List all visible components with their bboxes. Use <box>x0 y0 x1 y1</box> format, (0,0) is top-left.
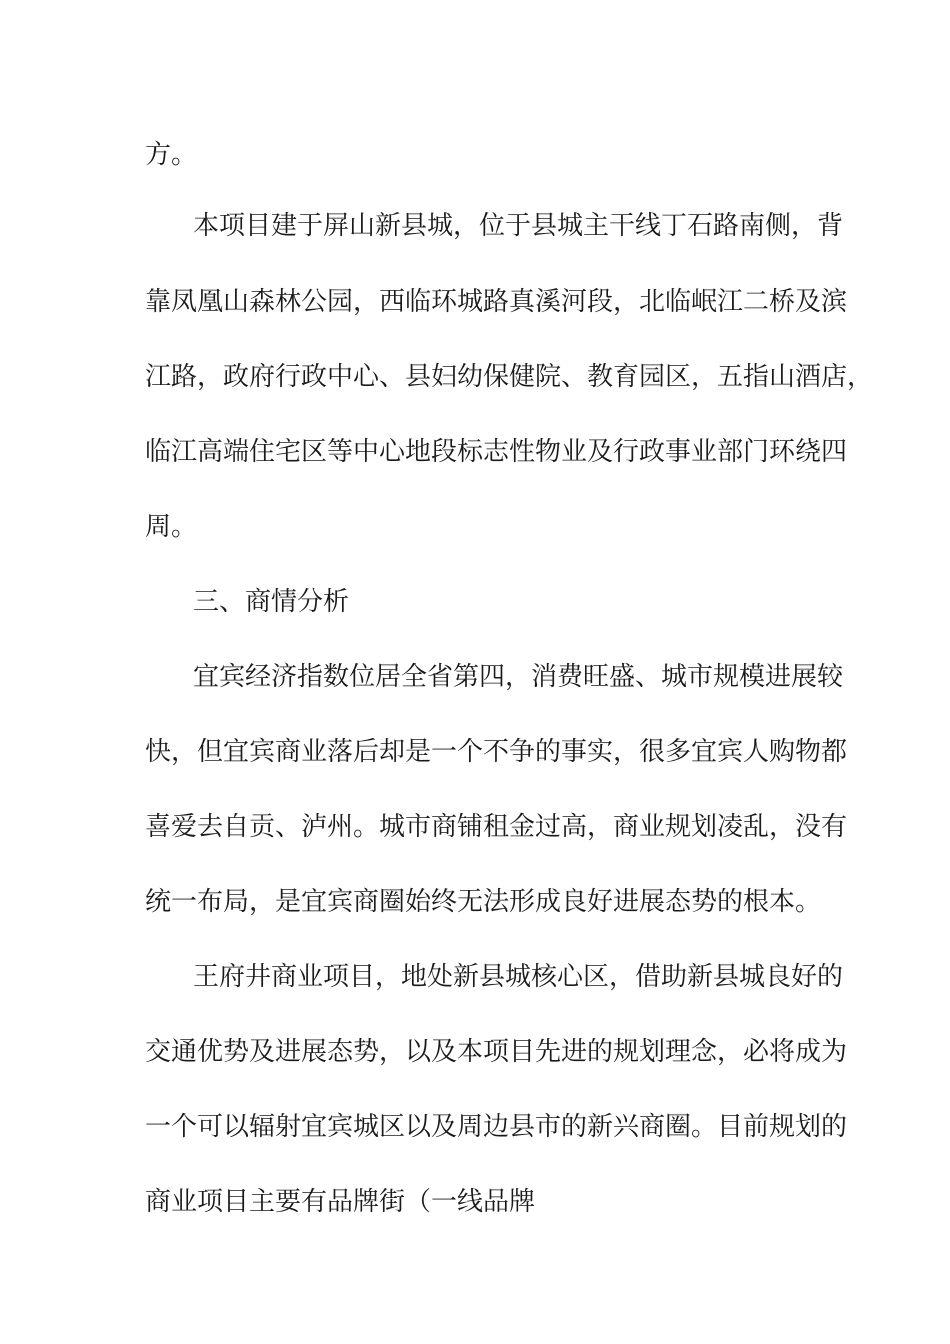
paragraph-line: 王府井商业项目，地处新县城核心区，借助新县城良好的 <box>193 962 844 992</box>
paragraph-line: 一个可以辐射宜宾城区以及周边县市的新兴商圈。目前规划的 <box>145 1112 848 1142</box>
paragraph-line: 交通优势及进展态势，以及本项目先进的规划理念，必将成为 <box>145 1037 848 1067</box>
paragraph-line: 靠凤凰山森林公园，西临环城路真溪河段，北临岷江二桥及滨 <box>145 287 848 317</box>
paragraph-line: 江路，政府行政中心、县妇幼保健院、教育园区，五指山酒店， <box>145 362 874 392</box>
paragraph-line: 快，但宜宾商业落后却是一个不争的事实，很多宜宾人购物都 <box>145 737 848 767</box>
paragraph-continuation: 方。 <box>145 140 198 170</box>
paragraph-line: 周。 <box>145 512 198 542</box>
paragraph-line: 统一布局，是宜宾商圈始终无法形成良好进展态势的根本。 <box>145 887 822 917</box>
paragraph-line: 临江高端住宅区等中心地段标志性物业及行政事业部门环绕四 <box>145 437 848 467</box>
section-heading: 三、商情分析 <box>193 587 350 617</box>
paragraph-line: 喜爱去自贡、泸州。城市商铺租金过高，商业规划凌乱，没有 <box>145 812 848 842</box>
paragraph-line: 宜宾经济指数位居全省第四，消费旺盛、城市规模进展较 <box>193 662 844 692</box>
paragraph-line: 商业项目主要有品牌街（一线品牌 <box>145 1187 536 1217</box>
paragraph-line: 本项目建于屏山新县城，位于县城主干线丁石路南侧，背 <box>193 211 844 241</box>
